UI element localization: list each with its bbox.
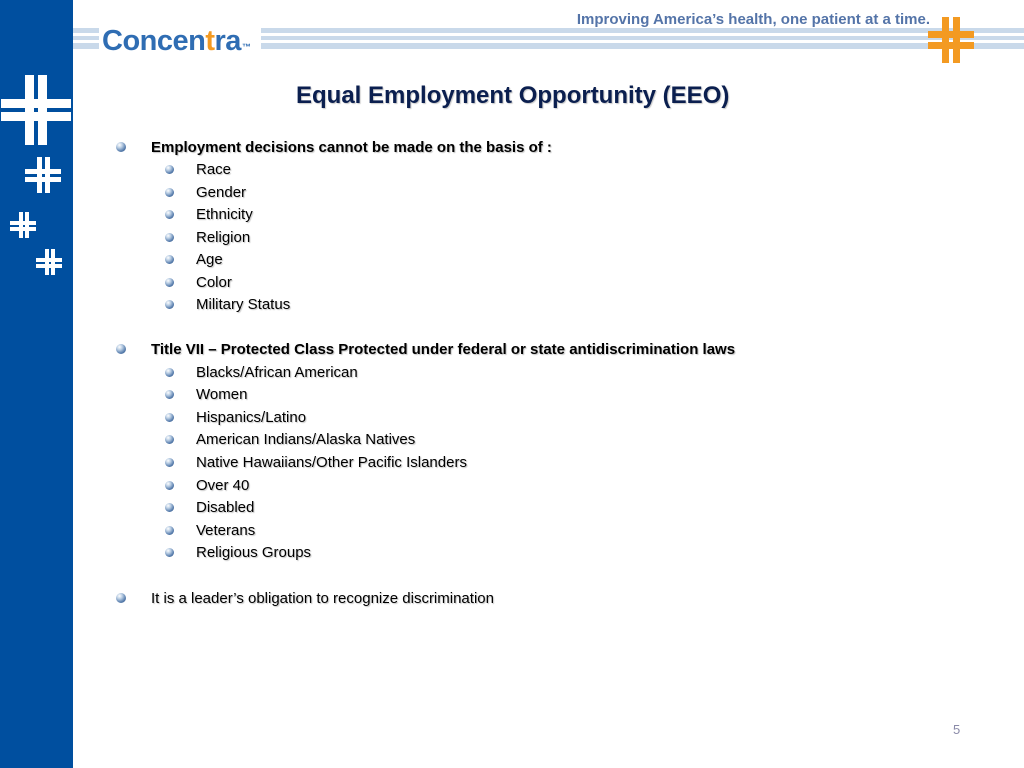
list-item: Race: [196, 161, 232, 178]
bullet-icon: [165, 526, 174, 535]
section-heading: Title VII – Protected Class Protected under federal or state antidiscrimination laws: [151, 341, 736, 358]
bullet-icon: [116, 593, 126, 603]
list-item: Religious Groups: [196, 544, 312, 561]
list-item: Military Status: [196, 296, 291, 313]
bullet-icon: [165, 390, 174, 399]
list-item: Native Hawaiians/Other Pacific Islanders: [196, 454, 467, 471]
list-item: Ethnicity: [196, 206, 253, 223]
list-item: Religion: [196, 229, 251, 246]
bullet-icon: [165, 548, 174, 557]
tagline: Improving America’s health, one patient at a time.: [576, 11, 930, 28]
list-item: Veterans: [196, 522, 256, 539]
bullet-icon: [116, 142, 126, 152]
list-item: Women: [196, 386, 248, 403]
list-item: Blacks/African American: [196, 364, 358, 381]
bullet-icon: [165, 233, 174, 242]
bullet-icon: [165, 435, 174, 444]
list-item: Over 40: [196, 477, 250, 494]
section-heading: Employment decisions cannot be made on the basis of :: [151, 139, 552, 156]
list-item: Disabled: [196, 499, 255, 516]
list-item: Color: [196, 274, 232, 291]
bullet-icon: [116, 344, 126, 354]
list-item: Hispanics/Latino: [196, 409, 307, 426]
bullet-icon: [165, 481, 174, 490]
bullet-icon: [165, 255, 174, 264]
list-item: Age: [196, 251, 223, 268]
concentra-logo: Concentra™: [102, 25, 251, 57]
section-heading: It is a leader’s obligation to recognize discrimination: [151, 590, 494, 607]
bullet-icon: [165, 165, 174, 174]
list-item: American Indians/Alaska Natives: [196, 431, 416, 448]
bullet-icon: [165, 413, 174, 422]
bullet-icon: [165, 300, 174, 309]
bullet-icon: [165, 458, 174, 467]
bullet-icon: [165, 188, 174, 197]
bullet-icon: [165, 278, 174, 287]
bullet-icon: [165, 503, 174, 512]
page-number: 5: [953, 722, 961, 737]
bullet-icon: [165, 368, 174, 377]
bullet-icon: [165, 210, 174, 219]
list-item: Gender: [196, 184, 247, 201]
slide-title: Equal Employment Opportunity (EEO): [296, 82, 730, 109]
